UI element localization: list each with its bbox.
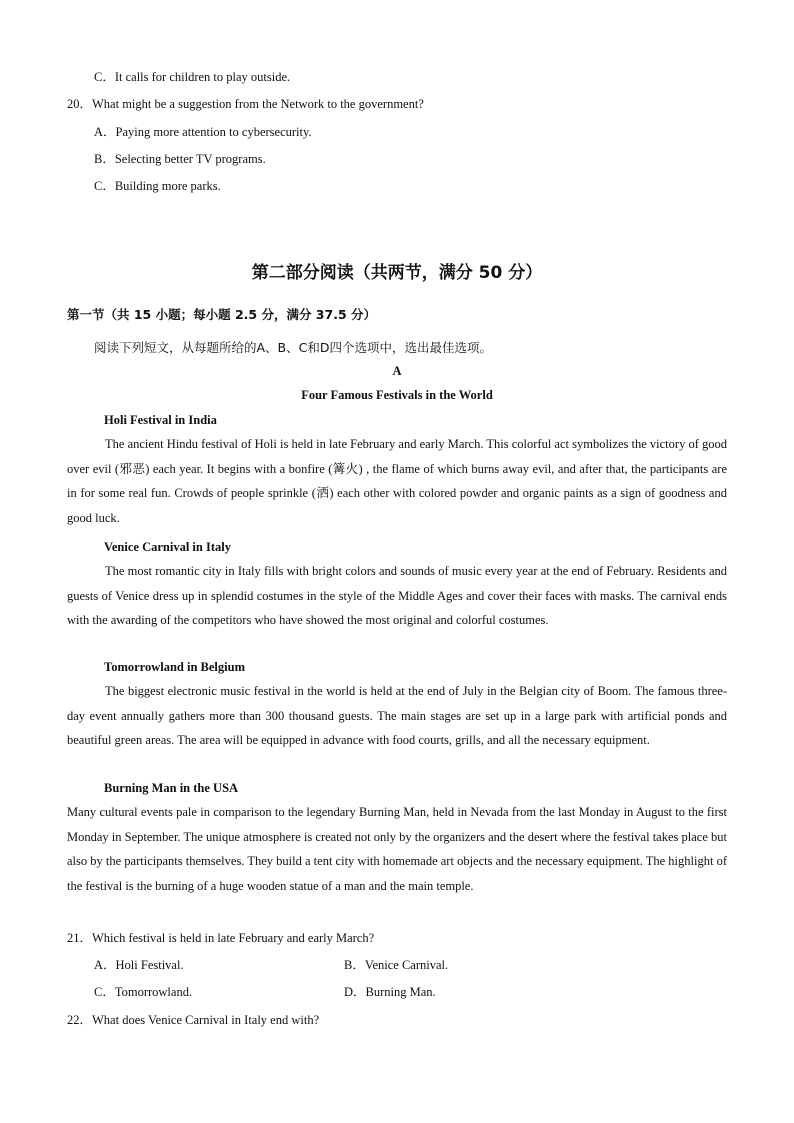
venice-heading: Venice Carnival in Italy <box>104 540 231 554</box>
burning-man-heading: Burning Man in the USA <box>104 781 239 795</box>
tomorrowland-text: The biggest electronic music festival in the world is held at the end of July in the Belgian city of Boom. The famous three-day event annually gathers more than 300 thousand guests. The main stages are set up in a large park with artificial ponds and beautiful green areas. The area will be equipped in advance with food courts, grills, and all the necessary equipment. <box>67 684 727 747</box>
holi-text: The ancient Hindu festival of Holi is held in late February and early March. This colorful act symbolizes the victory of good over evil (邪恶) each year. It begins with a bonfire (篝火) , the flame of which burns away evil, and after that, the participants are in for some real fun. Crowds of people sprinkle (洒) each other with colored powder and organic paints as a sign of goodness and good luck. <box>67 437 727 525</box>
holi-paragraph <box>67 432 727 530</box>
part2-title: 第二部分阅读（共两节，满分 50 分） <box>251 263 543 283</box>
passage-letter: A <box>392 364 402 378</box>
q21-option-a: A．Holi Festival. <box>94 958 184 972</box>
q20-option-a: A．Paying more attention to cybersecurity. <box>94 125 312 139</box>
holi-heading: Holi Festival in India <box>104 413 217 427</box>
venice-paragraph <box>67 559 727 633</box>
q19-option-c: C．It calls for children to play outside. <box>94 70 291 84</box>
reading-instruction: 阅读下列短文，从每题所给的A、B、C和D四个选项中，选出最佳选项。 <box>94 340 492 355</box>
burning-man-paragraph: Many cultural events pale in comparison to the legendary Burning Man, held in Nevada from the last Monday in August to the first Monday in September. The unique atmosphere is created not only by the organizers and the desert where the festival takes place but also by the participants themselves. They build a tent city with homemade art objects and the necessary equipment. The highlight of the festival is the burning of a huge wooden statue of a man and the main temple. <box>67 805 727 893</box>
q20-option-b: B．Selecting better TV programs. <box>94 152 266 166</box>
q22-question: 22．What does Venice Carnival in Italy end with? <box>67 1013 320 1027</box>
section1-title: 第一节（共 15 小题；每小题 2.5 分，满分 37.5 分） <box>67 307 376 322</box>
q21-option-c: C．Tomorrowland. <box>94 985 193 999</box>
tomorrowland-heading: Tomorrowland in Belgium <box>104 660 245 674</box>
q20-option-c: C．Building more parks. <box>94 179 221 193</box>
passage-title: Four Famous Festivals in the World <box>301 388 493 402</box>
venice-text: The most romantic city in Italy fills with bright colors and sounds of music every year at the end of February. Residents and guests of Venice dress up in splendid costumes in the style of the Middle Ages and cover their faces with masks. The carnival ends with the awarding of the competitors who have showed the most original and colorful costumes. <box>67 564 727 627</box>
tomorrowland-paragraph <box>67 679 727 753</box>
q21-question: 21．Which festival is held in late February and early March? <box>67 931 375 945</box>
q21-option-d: D．Burning Man. <box>344 985 436 999</box>
q20-question: 20．What might be a suggestion from the Network to the government? <box>67 97 424 111</box>
q21-option-b: B．Venice Carnival. <box>344 958 449 972</box>
